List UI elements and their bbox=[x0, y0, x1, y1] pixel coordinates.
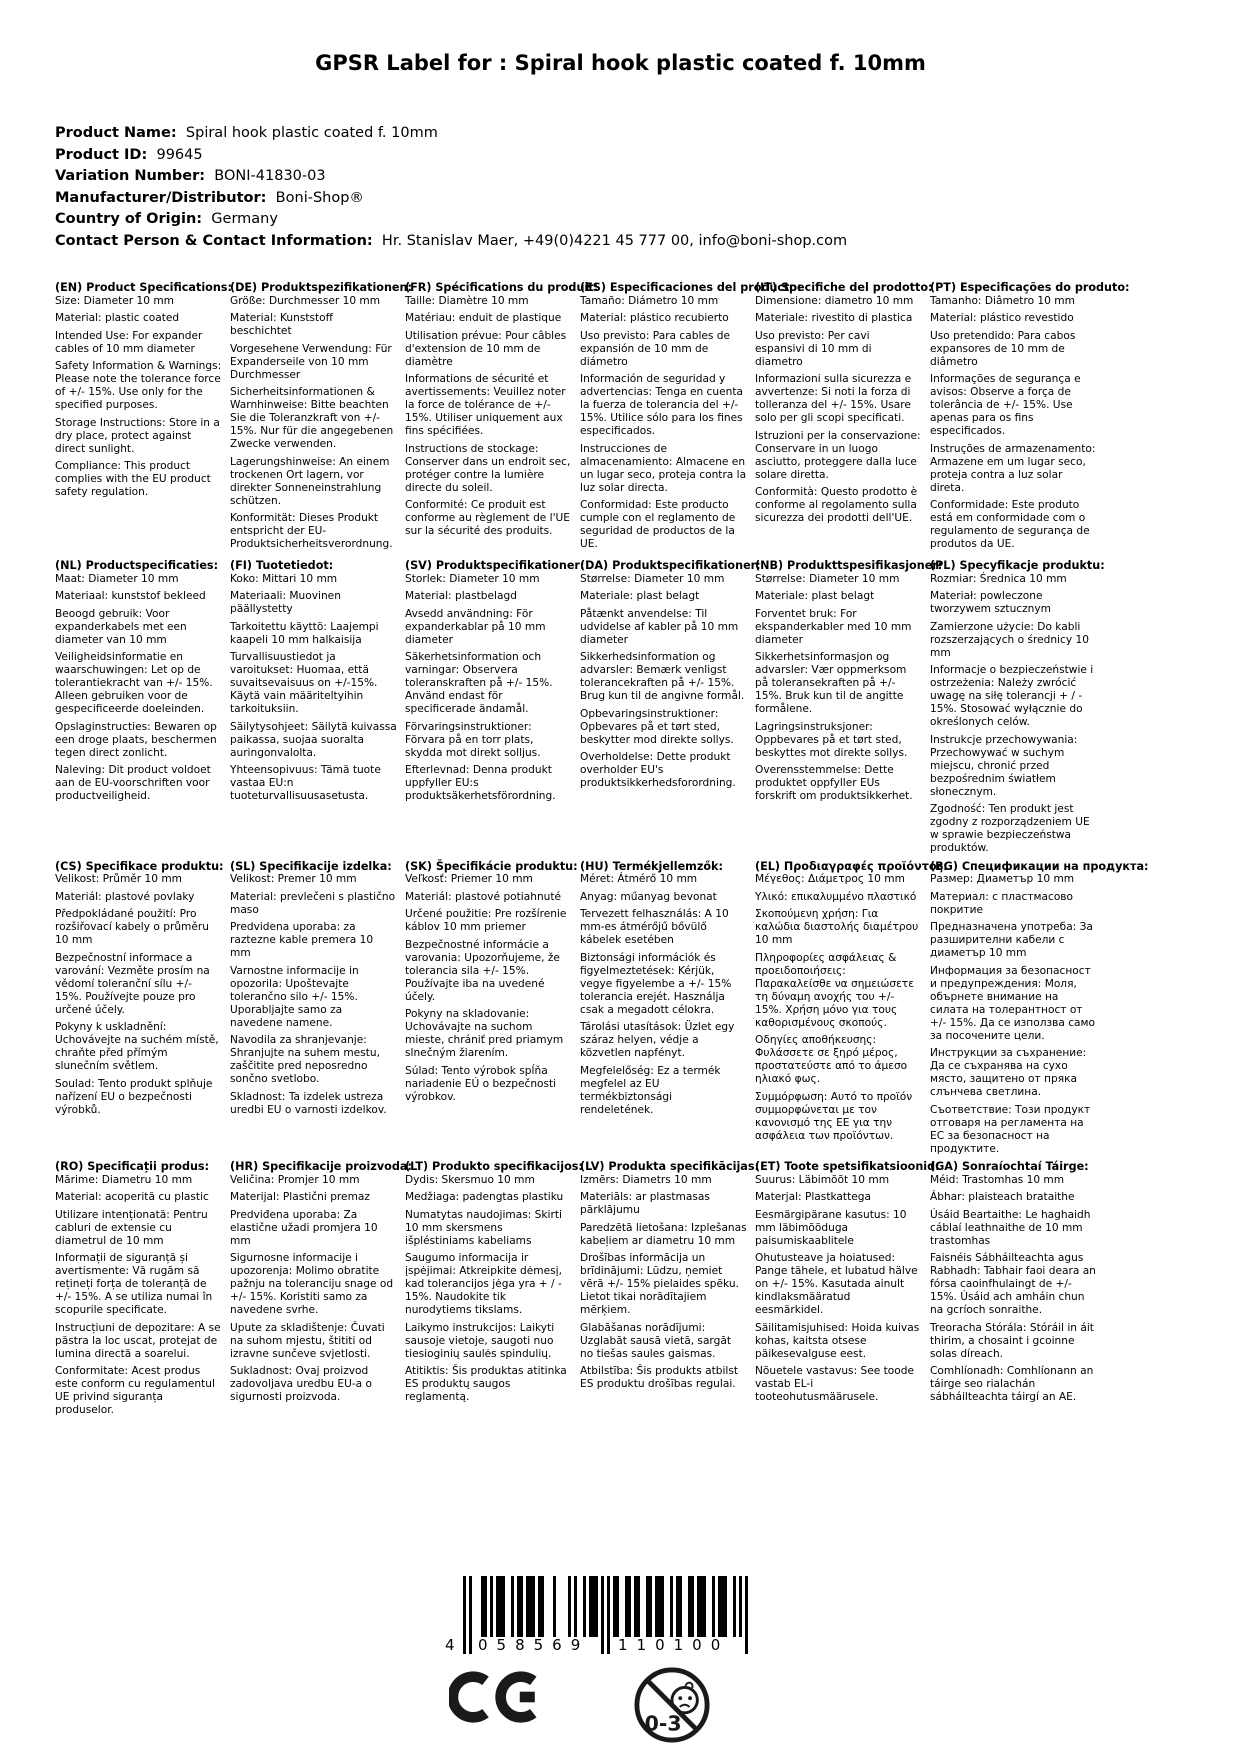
barcode-bar bbox=[568, 1576, 571, 1640]
spec-header-es: (ES) Especificaciones del producto: bbox=[580, 281, 802, 294]
barcode-bar bbox=[463, 1576, 466, 1654]
spec-header-da: (DA) Produktspecifikationer: bbox=[580, 559, 761, 572]
product-info bbox=[55, 123, 1241, 252]
spec-paragraph: Informații de siguranță și avertismente: Vă rugăm să rețineți forța de toleranță de +/- 15%. A se utiliza numai în scopurile specificate. bbox=[55, 1252, 213, 1316]
barcode-bar bbox=[733, 1576, 736, 1640]
spec-paragraph: Mărime: Diametru 10 mm bbox=[55, 1173, 193, 1186]
spec-paragraph: Predviđena uporaba: Za elastične užadi promjera 10 mm bbox=[230, 1208, 378, 1247]
spec-paragraph: Utilisation prévue: Pour câbles d'extension de 10 mm de diamètre bbox=[405, 329, 567, 368]
product-info-row bbox=[55, 123, 1241, 145]
spec-paragraph: Size: Diameter 10 mm bbox=[55, 294, 174, 307]
ean13-barcode bbox=[445, 1576, 748, 1654]
spec-paragraph: Avsedd användning: För expanderkablar på 10 mm diameter bbox=[405, 607, 546, 646]
product-info-row bbox=[55, 166, 1241, 188]
barcode-bar bbox=[529, 1576, 532, 1640]
barcode-bar bbox=[532, 1576, 535, 1640]
barcode-bar bbox=[526, 1576, 529, 1640]
product-info-row bbox=[55, 188, 1241, 210]
product-info-label: Product Name: bbox=[55, 125, 177, 141]
spec-paragraph: Material: plástico revestido bbox=[930, 312, 1074, 324]
spec-block-lv bbox=[580, 1160, 759, 1438]
product-info-row bbox=[55, 145, 1241, 167]
spec-paragraph: Información de seguridad y advertencias: Tenga en cuenta la fuerza de tolerancia del +/- 15%. Utilice sólo para los fines especificados. bbox=[580, 373, 743, 437]
product-info-label: Variation Number: bbox=[55, 168, 206, 184]
spec-paragraph: Storlek: Diameter 10 mm bbox=[405, 572, 540, 585]
spec-block-ga bbox=[930, 1160, 1097, 1438]
spec-block-fi bbox=[230, 559, 397, 860]
spec-paragraph: Μέγεθος: Διάμετρος 10 mm bbox=[755, 873, 905, 885]
specs-grid bbox=[55, 281, 1241, 1438]
spec-paragraph: Súlad: Tento výrobok spĺňa nariadenie EÚ o bezpečnosti výrobkov. bbox=[405, 1064, 557, 1103]
barcode-bar bbox=[520, 1576, 523, 1640]
spec-paragraph: Atbilstība: Šis produkts atbilst ES produktu drošības regulai. bbox=[580, 1365, 739, 1390]
product-info-value: Hr. Stanislav Maer, +49(0)4221 45 777 00, info@boni-shop.com bbox=[372, 232, 848, 249]
spec-paragraph: Materiāls: ar plastmasas pārklājumu bbox=[580, 1191, 710, 1216]
spec-paragraph: Velikost: Průměr 10 mm bbox=[55, 873, 182, 885]
spec-block-lt bbox=[405, 1160, 583, 1438]
spec-paragraph: Navodila za shranjevanje: Shranjujte na suhem mestu, zaščitite pred neposredno sončno svetlobo. bbox=[230, 1034, 380, 1085]
spec-block-sk bbox=[405, 859, 578, 1161]
spec-paragraph: Soulad: Tento produkt splňuje nařízení EU o bezpečnosti výrobků. bbox=[55, 1077, 213, 1116]
spec-paragraph: Materijal: Plastični premaz bbox=[230, 1191, 370, 1203]
spec-paragraph: Pokyny k uskladnění: Uchovávejte na suchém místě, chraňte před přímým slunečním světlem. bbox=[55, 1021, 219, 1072]
spec-paragraph: Saugumo informacija ir įspėjimai: Atkreipkite dėmesį, kad tolerancijos jėga yra + / - 15%. Naudokite tik nurodytiems tikslams. bbox=[405, 1252, 562, 1316]
spec-paragraph: Συμμόρφωση: Αυτό το προϊόν συμμορφώνεται με τον κανονισμό της ΕΕ για την ασφάλεια των προϊόντων. bbox=[755, 1090, 913, 1142]
spec-paragraph: Koko: Mittari 10 mm bbox=[230, 572, 338, 585]
spec-paragraph: Intended Use: For expander cables of 10 mm diameter bbox=[55, 329, 203, 355]
barcode-bar bbox=[679, 1576, 682, 1640]
spec-block-hr bbox=[230, 1160, 412, 1438]
barcode-bar bbox=[712, 1576, 715, 1640]
spec-paragraph: Säilitamisjuhised: Hoida kuivas kohas, kaitsta otsese päikesevalguse eest. bbox=[755, 1321, 920, 1360]
spec-header-ro: (RO) Specificații produs: bbox=[55, 1160, 210, 1173]
spec-paragraph: Drošības informācija un brīdinājumi: Lūdzu, ņemiet vērā +/- 15% pielaides spēku. Lietot tikai norādītajiem mērķiem. bbox=[580, 1252, 739, 1316]
spec-paragraph: Υλικό: επικαλυμμένο πλαστικό bbox=[755, 890, 917, 903]
spec-paragraph: Biztonsági információk és figyelmeztetések: Kérjük, vegye figyelembe a +/- 15% tolerancia erejét. Használja csak a megadott célokra. bbox=[580, 951, 732, 1016]
spec-paragraph: Tervezett felhasználás: A 10 mm-es átmérőjű bővülő kábelek esetében bbox=[580, 908, 729, 946]
barcode-bar bbox=[613, 1576, 616, 1640]
spec-paragraph: Méret: Átmérő 10 mm bbox=[580, 873, 698, 885]
spec-paragraph: Veličina: Promjer 10 mm bbox=[230, 1173, 360, 1186]
spec-paragraph: Vorgesehene Verwendung: Für Expanderseile von 10 mm Durchmesser bbox=[230, 342, 392, 381]
product-info-value: 99645 bbox=[147, 146, 203, 163]
spec-block-ro bbox=[55, 1160, 222, 1438]
spec-paragraph: Sukladnost: Ovaj proizvod zadovoljava uredbu EU-a o sigurnosti proizvoda. bbox=[230, 1365, 373, 1403]
spec-paragraph: Materiale: plast belagt bbox=[755, 590, 875, 602]
spec-paragraph: Οδηγίες αποθήκευσης: Φυλάσσετε σε ξηρό μέρος, προστατεύστε από το άμεσο ηλιακό φως. bbox=[755, 1034, 908, 1085]
spec-paragraph: Materiál: plastové potiahnuté bbox=[405, 890, 562, 903]
spec-paragraph: Material: prevlečeni s plastično maso bbox=[230, 890, 396, 916]
spec-paragraph: Overholdelse: Dette produkt overholder EU's produktsikkerhedsforordning. bbox=[580, 751, 736, 789]
barcode-digits-left: 058569 bbox=[472, 1637, 601, 1654]
barcode-bar bbox=[745, 1576, 748, 1654]
spec-paragraph: Laikymo instrukcijos: Laikyti sausoje vietoje, saugoti nuo tiesioginių saulės spindulių. bbox=[405, 1321, 555, 1360]
spec-paragraph: Eesmärgipärane kasutus: 10 mm läbimõõduga paisumiskaablitele bbox=[755, 1208, 907, 1247]
spec-header-hu: (HU) Termékjellemzők: bbox=[580, 859, 723, 873]
spec-paragraph: Materiaal: kunststof bekleed bbox=[55, 590, 206, 602]
barcode-bar bbox=[517, 1576, 520, 1640]
spec-paragraph: Størrelse: Diameter 10 mm bbox=[755, 572, 900, 585]
barcode-bar bbox=[538, 1576, 541, 1640]
barcode-bar bbox=[553, 1576, 556, 1640]
spec-header-sv: (SV) Produktspecifikationer: bbox=[405, 559, 585, 572]
spec-paragraph: Größe: Durchmesser 10 mm bbox=[230, 294, 381, 307]
product-info-value: Germany bbox=[202, 211, 278, 227]
barcode-bar bbox=[721, 1576, 724, 1640]
spec-paragraph: Instructions de stockage: Conserver dans un endroit sec, protéger contre la lumière directe du soleil. bbox=[405, 442, 571, 494]
spec-paragraph: Tamaño: Diámetro 10 mm bbox=[580, 294, 719, 307]
bottom-section bbox=[445, 1576, 745, 1744]
spec-header-nl: (NL) Productspecificaties: bbox=[55, 559, 219, 572]
spec-paragraph: Anyag: műanyag bevonat bbox=[580, 890, 717, 903]
spec-header-et: (ET) Toote spetsifikatsioonid: bbox=[755, 1160, 940, 1173]
spec-block-hu bbox=[580, 860, 747, 1161]
spec-paragraph: Инструкции за съхранение: Да се съхранява на сухо място, защитено от пряка слънчева светлина. bbox=[930, 1047, 1087, 1098]
spec-paragraph: Atitiktis: Šis produktas atitinka ES produktų saugos reglamentą. bbox=[405, 1365, 567, 1403]
spec-paragraph: Conformità: Questo prodotto è conforme al regolamento sulla sicurezza dei prodotti dell'UE. bbox=[755, 486, 918, 524]
spec-paragraph: Størrelse: Diameter 10 mm bbox=[580, 572, 725, 585]
barcode-bar bbox=[541, 1576, 544, 1640]
spec-paragraph: Informações de segurança e avisos: Observe a força de tolerância de +/- 15%. Use apenas para os fins especificados. bbox=[930, 373, 1081, 437]
spec-paragraph: Úsáid Beartaithe: Le haghaidh cáblaí leathnaithe de 10 mm trastomhas bbox=[930, 1208, 1091, 1247]
spec-paragraph: Instruções de armazenamento: Armazene em um lugar seco, proteja contra a luz solar direta. bbox=[930, 442, 1096, 494]
barcode-bar bbox=[589, 1576, 592, 1640]
barcode-bar bbox=[661, 1576, 664, 1640]
spec-header-hr: (HR) Specifikacije proizvoda: bbox=[230, 1160, 412, 1173]
spec-paragraph: Maat: Diameter 10 mm bbox=[55, 572, 179, 585]
spec-paragraph: Material: acoperită cu plastic bbox=[55, 1191, 209, 1203]
barcode-bar bbox=[676, 1576, 679, 1640]
spec-header-pl: (PL) Specyfikacje produktu: bbox=[930, 559, 1105, 572]
spec-paragraph: Materiaali: Muovinen päällystetty bbox=[230, 590, 341, 615]
barcode-bar bbox=[655, 1576, 658, 1640]
spec-paragraph: Instrucțiuni de depozitare: A se păstra la loc uscat, protejat de lumina directă a soarelui. bbox=[55, 1321, 221, 1360]
spec-paragraph: Medžiaga: padengtas plastiku bbox=[405, 1191, 564, 1203]
spec-paragraph: Materiał: powleczone tworzywem sztucznym bbox=[930, 590, 1051, 615]
barcode-bar bbox=[616, 1576, 619, 1640]
barcode-bar bbox=[697, 1576, 700, 1640]
spec-paragraph: Sikkerhetsinformasjon og advarsler: Vær oppmerksom på toleransekraften på +/- 15%. Bruk kun til de angitte formålene. bbox=[755, 651, 907, 715]
spec-paragraph: Uso previsto: Per cavi espansivi di 10 mm di diametro bbox=[755, 329, 872, 368]
spec-paragraph: Comhlíonadh: Comhlíonann an táirge seo rialachán sábháilteachta táirgí an AE. bbox=[930, 1365, 1094, 1403]
spec-paragraph: Zamierzone użycie: Do kabli rozszerzających o średnicy 10 mm bbox=[930, 620, 1089, 659]
spec-paragraph: Paredzētā lietošana: Izplešanas kabeļiem ar diametru 10 mm bbox=[580, 1221, 747, 1247]
spec-paragraph: Istruzioni per la conservazione: Conservare in un luogo asciutto, proteggere dalla luce solare diretta. bbox=[755, 429, 921, 481]
spec-paragraph: Sigurnosne informacije i upozorenja: Molimo obratite pažnju na toleranciju snage od +/- 15%. Koristiti samo za navedene svrhe. bbox=[230, 1252, 394, 1316]
barcode-bar bbox=[499, 1576, 502, 1640]
spec-paragraph: Sikkerhedsinformation og advarsler: Bemærk venligst tolerancekraften på +/- 15%. Brug kun til de angivne formål. bbox=[580, 651, 745, 702]
product-info-label: Country of Origin: bbox=[55, 211, 203, 227]
product-info-label: Product ID: bbox=[55, 146, 148, 163]
spec-paragraph: Pokyny na skladovanie: Uchovávajte na suchom mieste, chrániť pred priamym slnečným žiarením. bbox=[405, 1008, 564, 1059]
barcode-bar bbox=[658, 1576, 661, 1640]
spec-block-fr bbox=[405, 281, 599, 559]
spec-paragraph: Matériau: enduit de plastique bbox=[405, 312, 562, 324]
spec-paragraph: Säilytysohjeet: Säilytä kuivassa paikassa, suojaa suoralta auringonvalolta. bbox=[230, 720, 397, 759]
spec-paragraph: Materiale: plast belagt bbox=[580, 590, 700, 602]
barcode-bar bbox=[718, 1576, 721, 1640]
spec-paragraph: Taille: Diamètre 10 mm bbox=[405, 294, 529, 307]
spec-paragraph: Určené použitie: Pre rozšírenie káblov 10 mm priemer bbox=[405, 908, 567, 933]
product-info-label: Contact Person & Contact Information: bbox=[55, 232, 373, 249]
spec-paragraph: Upute za skladištenje: Čuvati na suhom mjestu, štititi od izravne sunčeve svjetlosti. bbox=[230, 1321, 385, 1360]
barcode-bar bbox=[646, 1576, 649, 1640]
spec-paragraph: Forventet bruk: For ekspanderkabler med 10 mm diameter bbox=[755, 607, 912, 646]
spec-paragraph: Предназначена употреба: За разширителни кабели с диаметър 10 mm bbox=[930, 921, 1093, 959]
spec-paragraph: Veiligheidsinformatie en waarschuwingen: Let op de tolerantiekracht van +/- 15%. Alleen gebruiken voor de gespecificeerde doeleinden. bbox=[55, 651, 213, 715]
spec-block-es bbox=[580, 281, 802, 559]
spec-paragraph: Informazioni sulla sicurezza e avvertenze: Si noti la forza di tolleranza del +/- 15%. Usare solo per gli scopi specificati. bbox=[755, 373, 912, 424]
spec-header-cs: (CS) Specifikace produktu: bbox=[55, 859, 224, 873]
barcode-bar bbox=[592, 1576, 595, 1640]
spec-header-pt: (PT) Especificações do produto: bbox=[930, 281, 1130, 294]
spec-paragraph: Zgodność: Ten produkt jest zgodny z rozporządzeniem UE w sprawie bezpieczeństwa produktów. bbox=[930, 803, 1090, 854]
spec-paragraph: Treoracha Stórála: Stóráil in áit thirim, a chosaint i gcoinne solas díreach. bbox=[930, 1321, 1094, 1360]
compliance-marks bbox=[445, 1666, 745, 1744]
spec-paragraph: Skladnost: Ta izdelek ustreza uredbi EU o varnosti izdelkov. bbox=[230, 1090, 387, 1116]
spec-paragraph: Efterlevnad: Denna produkt uppfyller EU:s produktsäkerhetsförordning. bbox=[405, 764, 556, 802]
spec-paragraph: Safety Information & Warnings: Please note the tolerance force of +/- 15%. Use only for the specified purposes. bbox=[55, 360, 222, 411]
spec-paragraph: Lagringsinstruksjoner: Oppbevares på et tørt sted, beskyttes mot direkte sollys. bbox=[755, 720, 908, 759]
product-info-value: Spiral hook plastic coated f. 10mm bbox=[176, 125, 438, 141]
spec-block-da bbox=[580, 559, 761, 860]
spec-block-nb bbox=[755, 559, 943, 860]
spec-paragraph: Размер: Диаметър 10 mm bbox=[930, 873, 1075, 885]
spec-paragraph: Материал: с пластмасово покритие bbox=[930, 890, 1074, 916]
spec-block-et bbox=[755, 1160, 940, 1438]
spec-paragraph: Σκοπούμενη χρήση: Για καλώδια διαστολής διαμέτρου 10 mm bbox=[755, 908, 919, 946]
spec-block-en bbox=[55, 281, 232, 559]
spec-paragraph: Lagerungshinweise: An einem trockenen Ort lagern, vor direkter Sonneneinstrahlung schützen. bbox=[230, 455, 390, 507]
spec-paragraph: Naleving: Dit product voldoet aan de EU-voorschriften voor productveiligheid. bbox=[55, 764, 211, 802]
spec-block-sl bbox=[230, 860, 397, 1161]
spec-paragraph: Bezpečnostné informácie a varovania: Upozorňujeme, že tolerancia sila +/- 15%. Používajte iba na uvedené účely. bbox=[405, 938, 560, 1003]
spec-paragraph: Информация за безопасност и предупреждения: Моля, обърнете внимание на силата на толерантност от +/- 15%. Да се използва само за посочените цели. bbox=[930, 964, 1095, 1042]
spec-block-el bbox=[755, 859, 948, 1161]
spec-header-el: (EL) Προδιαγραφές προϊόντος: bbox=[755, 859, 948, 873]
spec-header-fi: (FI) Tuotetiedot: bbox=[230, 559, 334, 572]
spec-paragraph: Conformidade: Este produto está em conformidade com o regulamento de segurança de produtos da UE. bbox=[930, 499, 1090, 550]
spec-paragraph: Material: plastic coated bbox=[55, 312, 180, 324]
spec-paragraph: Sicherheitsinformationen & Warnhinweise: Bitte beachten Sie die Toleranzkraft von +/- 15%. Nur für die angegebenen Zwecke verwenden. bbox=[230, 386, 394, 450]
spec-header-it: (IT) Specifiche del prodotto: bbox=[755, 281, 933, 294]
barcode-bar bbox=[574, 1576, 577, 1640]
spec-paragraph: Dimensione: diametro 10 mm bbox=[755, 294, 914, 307]
spec-paragraph: Πληροφορίες ασφάλειας & προειδοποιήσεις: Παρακαλείσθε να σημειώσετε τη δύναμη ανοχής του +/- 15%. Χρήση μόνο για τους καθορισμένους σκοπούς. bbox=[755, 951, 914, 1029]
spec-paragraph: Påtænkt anvendelse: Til udvidelse af kabler på 10 mm diameter bbox=[580, 607, 739, 646]
spec-header-sl: (SL) Specifikacije izdelka: bbox=[230, 859, 392, 873]
spec-block-cs bbox=[55, 860, 222, 1161]
spec-paragraph: Numatytas naudojimas: Skirti 10 mm skersmens išpléstiniams kabeliams bbox=[405, 1208, 562, 1247]
spec-paragraph: Opbevaringsinstruktioner: Opbevares på et tørt sted, beskytter mod direkte sollys. bbox=[580, 707, 734, 746]
barcode-bar bbox=[607, 1576, 610, 1654]
spec-paragraph: Storage Instructions: Store in a dry place, protect against direct sunlight. bbox=[55, 416, 220, 455]
spec-paragraph: Materiale: rivestito di plastica bbox=[755, 312, 913, 324]
spec-paragraph: Tarkoitettu käyttö: Laajempi kaapeli 10 mm halkaisija bbox=[230, 620, 379, 646]
barcode-bar bbox=[688, 1576, 691, 1640]
spec-paragraph: Beoogd gebruik: Voor expanderkabels met een diameter van 10 mm bbox=[55, 607, 187, 646]
spec-paragraph: Ohutusteave ja hoiatused: Pange tähele, et lubatud hälve on +/- 15%. Kasutada ainult kindlaksmääratud eesmärkidel. bbox=[755, 1252, 918, 1316]
spec-paragraph: Tamanho: Diâmetro 10 mm bbox=[930, 294, 1075, 307]
spec-paragraph: Glabāšanas norādījumi: Uzglabāt sausā vietā, sargāt no tiešas saules gaismas. bbox=[580, 1321, 731, 1360]
spec-block-sv bbox=[405, 559, 585, 860]
spec-paragraph: Uso pretendido: Para cabos expansores de 10 mm de diâmetro bbox=[930, 329, 1076, 368]
spec-paragraph: Faisnéis Sábháilteachta agus Rabhadh: Tabhair faoi deara an fórsa caoinfhulaingt de +/- 15%. Úsáid ach amháin chun na gcríoch sonraithe. bbox=[930, 1252, 1096, 1316]
spec-block-it bbox=[755, 281, 933, 559]
barcode-bar bbox=[637, 1576, 640, 1640]
spec-paragraph: Velikost: Premer 10 mm bbox=[230, 873, 357, 885]
spec-paragraph: Uso previsto: Para cables de expansión de 10 mm de diámetro bbox=[580, 329, 731, 368]
spec-header-sk: (SK) Špecifikácie produktu: bbox=[405, 859, 578, 873]
spec-paragraph: Materiál: plastové povlaky bbox=[55, 890, 195, 903]
spec-block-bg bbox=[930, 859, 1149, 1161]
product-info-label: Manufacturer/Distributor: bbox=[55, 189, 267, 206]
spec-header-lt: (LT) Produkto specifikacijos: bbox=[405, 1160, 583, 1173]
spec-paragraph: Méid: Trastomhas 10 mm bbox=[930, 1173, 1065, 1186]
spec-paragraph: Turvallisuustiedot ja varoitukset: Huomaa, että suvaitsevaisuus on +/-15%. Käytä vain määriteltyihin tarkoituksiin. bbox=[230, 651, 378, 715]
spec-block-pt bbox=[930, 281, 1130, 559]
page-title: GPSR Label for : Spiral hook plastic coated f. 10mm bbox=[315, 51, 926, 75]
barcode-bar bbox=[511, 1576, 514, 1640]
spec-header-nb: (NB) Produkttspesifikasjoner: bbox=[755, 559, 943, 572]
spec-paragraph: Utilizare intenționată: Pentru cabluri de extensie cu diametrul de 10 mm bbox=[55, 1208, 208, 1247]
spec-header-de: (DE) Produktspezifikationen: bbox=[230, 281, 412, 294]
barcode-bar bbox=[703, 1576, 706, 1640]
spec-header-bg: (BG) Спецификации на продукта: bbox=[930, 859, 1149, 873]
spec-paragraph: Säkerhetsinformation och varningar: Observera toleranskraften på +/- 15%. Använd endast för specificerade ändamål. bbox=[405, 651, 553, 715]
spec-paragraph: Conformidad: Este producto cumple con el reglamento de seguridad de productos de la UE. bbox=[580, 499, 736, 550]
spec-paragraph: Opslaginstructies: Bewaren op een droge plaats, beschermen tegen direct zonlicht. bbox=[55, 720, 217, 759]
spec-paragraph: Conformité: Ce produit est conforme au règlement de l'UE sur la sécurité des produits. bbox=[405, 499, 570, 537]
product-info-value: Boni-Shop® bbox=[266, 189, 364, 206]
barcode-bar bbox=[601, 1576, 604, 1654]
spec-paragraph: Material: plástico recubierto bbox=[580, 312, 729, 324]
barcode-bar bbox=[634, 1576, 637, 1640]
spec-paragraph: Konformität: Dieses Produkt entspricht der EU-Produktsicherheitsverordnung. bbox=[230, 512, 393, 550]
spec-paragraph: Ábhar: plaisteach brataithe bbox=[930, 1191, 1075, 1203]
spec-paragraph: Izmērs: Diametrs 10 mm bbox=[580, 1173, 712, 1186]
barcode-bar bbox=[496, 1576, 499, 1640]
barcode-bar bbox=[700, 1576, 703, 1640]
spec-paragraph: Predvidena uporaba: za raztezne kable premera 10 mm bbox=[230, 921, 374, 959]
spec-paragraph: Instrucciones de almacenamiento: Almacene en un lugar seco, proteja contra la luz solar directa. bbox=[580, 442, 747, 494]
spec-paragraph: Material: Kunststoff beschichtet bbox=[230, 312, 333, 337]
spec-paragraph: Conformitate: Acest produs este conform cu regulamentul UE privind siguranța produselor. bbox=[55, 1365, 215, 1416]
barcode-bar bbox=[670, 1576, 673, 1640]
barcode-bar bbox=[484, 1576, 487, 1640]
barcode-bar bbox=[583, 1576, 586, 1640]
barcode-bar bbox=[628, 1576, 631, 1640]
product-info-row bbox=[55, 231, 1241, 253]
barcode-bar bbox=[490, 1576, 493, 1640]
spec-paragraph: Veľkosť: Priemer 10 mm bbox=[405, 873, 533, 885]
spec-paragraph: Suurus: Läbimõõt 10 mm bbox=[755, 1173, 890, 1186]
spec-paragraph: Informacje o bezpieczeństwie i ostrzeżenia: Należy zwrócić uwagę na siłę tolerancji + / - 15%. Stosować wyłącznie do określonych celów. bbox=[930, 664, 1094, 728]
spec-paragraph: Bezpečnostní informace a varování: Vezměte prosím na vědomí toleranční sílu +/- 15%. Používejte pouze pro určené účely. bbox=[55, 951, 210, 1016]
barcode-digits-right: 110100 bbox=[612, 1637, 742, 1654]
barcode-bar bbox=[625, 1576, 628, 1640]
spec-paragraph: Materjal: Plastkattega bbox=[755, 1191, 871, 1203]
spec-paragraph: Compliance: This product complies with the EU product safety regulation. bbox=[55, 460, 211, 498]
barcode-bar bbox=[724, 1576, 727, 1640]
spec-paragraph: Dydis: Skersmuo 10 mm bbox=[405, 1173, 535, 1186]
spec-paragraph: Předpokládané použití: Pro rozšiřovací kabely o průměru 10 mm bbox=[55, 908, 209, 946]
barcode-bar bbox=[649, 1576, 652, 1640]
spec-paragraph: Съответствие: Този продукт отговаря на регламента на ЕС за безопасност на продуктите. bbox=[930, 1103, 1091, 1155]
spec-paragraph: Tárolási utasítások: Üzlet egy száraz helyen, védje a közvetlen napfényt. bbox=[580, 1021, 735, 1059]
spec-paragraph: Yhteensopivuus: Tämä tuote vastaa EU:n tuoteturvallisuusasetusta. bbox=[230, 764, 381, 802]
age-warning-0-3-icon bbox=[633, 1666, 711, 1744]
spec-block-pl bbox=[930, 559, 1105, 860]
product-info-row bbox=[55, 209, 1241, 231]
spec-header-en: (EN) Product Specifications: bbox=[55, 281, 232, 294]
spec-block-de bbox=[230, 281, 412, 559]
spec-paragraph: Material: plastbelagd bbox=[405, 590, 517, 602]
spec-block-nl bbox=[55, 559, 222, 860]
spec-paragraph: Instrukcje przechowywania: Przechowywać w suchym miejscu, chronić przed bezpośrednim światłem słonecznym. bbox=[930, 733, 1078, 798]
spec-header-lv: (LV) Produkta specifikācijas: bbox=[580, 1160, 759, 1173]
barcode-bar bbox=[481, 1576, 484, 1640]
spec-paragraph: Varnostne informacije in opozorila: Upoštevajte tolerančno silo +/- 15%. Uporabljajte samo za navedene namene. bbox=[230, 964, 359, 1029]
spec-header-ga: (GA) Sonraíochtaí Táirge: bbox=[930, 1160, 1089, 1173]
barcode-bar bbox=[691, 1576, 694, 1640]
spec-paragraph: Informations de sécurité et avertissements: Veuillez noter la force de tolérance de +/- 15%. Utiliser uniquement aux fins spécifiées. bbox=[405, 373, 566, 437]
ce-mark-icon bbox=[449, 1666, 541, 1728]
product-info-value: BONI-41830-03 bbox=[205, 168, 326, 184]
barcode-digit-first: 4 bbox=[445, 1636, 455, 1654]
spec-paragraph: Overensstemmelse: Dette produktet oppfyller EUs forskrift om produktsikkerhet. bbox=[755, 764, 913, 802]
barcode-bar bbox=[502, 1576, 505, 1640]
age-warning-label: 0-3 bbox=[644, 1711, 682, 1736]
spec-header-fr: (FR) Spécifications du produit: bbox=[405, 281, 599, 294]
spec-paragraph: Förvaringsinstruktioner: Förvara på en torr plats, skydda mot direkt solljus. bbox=[405, 720, 541, 759]
spec-paragraph: Nõuetele vastavus: See toode vastab EL-i tooteohutusmäärusele. bbox=[755, 1365, 914, 1403]
barcode-bar bbox=[595, 1576, 598, 1640]
spec-paragraph: Megfelelőség: Ez a termék megfelel az EU termékbiztonsági rendeletének. bbox=[580, 1064, 721, 1116]
spec-paragraph: Rozmiar: Średnica 10 mm bbox=[930, 572, 1067, 585]
